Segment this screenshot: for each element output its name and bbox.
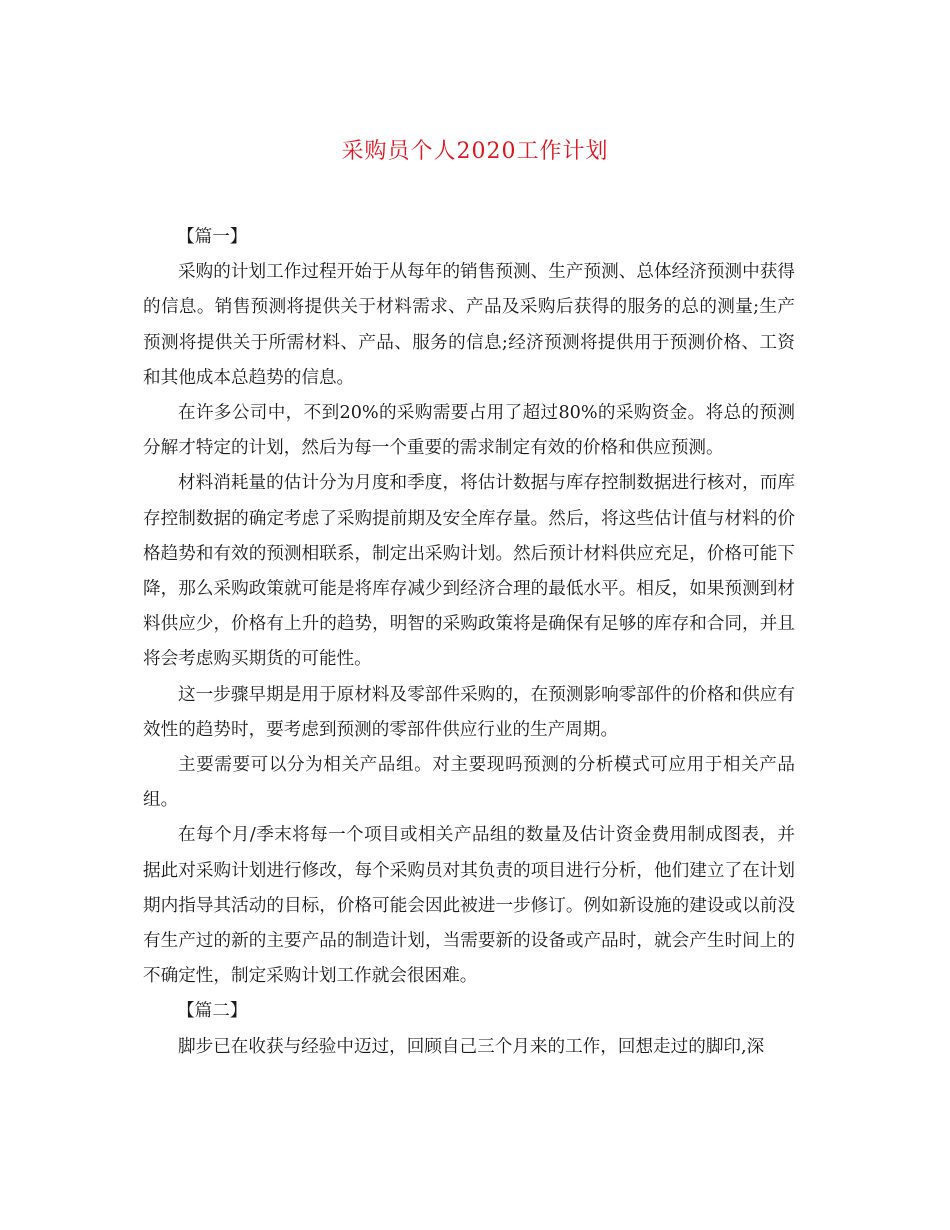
paragraph: 这一步骤早期是用于原材料及零部件采购的，在预测影响零部件的价格和供应有效性的趋势时，要考虑到预测的零部件供应行业的生产周期。	[143, 684, 795, 740]
document-body	[143, 220, 795, 1065]
document-title: 采购员个人2020工作计划	[341, 139, 609, 164]
paragraph: 在每个月/季末将每一个项目或相关产品组的数量及估计资金费用制成图表，并据此对采购计划进行修改，每个采购员对其负责的项目进行分析，他们建立了在计划期内指导其活动的目标，价格可能会因此被进一步修订。例如新设施的建设或以前没有生产过的新的主要产品的制造计划，当需要新的设备或产品时，就会产生时间上的不确定性，制定采购计划工作就会很困难。	[143, 825, 795, 987]
paragraph: 主要需要可以分为相关产品组。对主要现吗预测的分析模式可应用于相关产品组。	[143, 755, 795, 811]
paragraph: 采购的计划工作过程开始于从每年的销售预测、生产预测、总体经济预测中获得的信息。销售预测将提供关于材料需求、产品及采购后获得的服务的总的测量;生产预测将提供关于所需材料、产品、服务的信息;经济预测将提供用于预测价格、工资和其他成本总趋势的信息。	[143, 262, 795, 388]
paragraph: 材料消耗量的估计分为月度和季度，将估计数据与库存控制数据进行核对，而库存控制数据的确定考虑了采购提前期及安全库存量。然后，将这些估计值与材料的价格趋势和有效的预测相联系，制定出采购计划。然后预计材料供应充足，价格可能下降，那么采购政策就可能是将库存减少到经济合理的最低水平。相反，如果预测到材料供应少，价格有上升的趋势，明智的采购政策将是确保有足够的库存和合同，并且将会考虑购买期货的可能性。	[143, 473, 795, 670]
section-heading-one: 【篇一】	[177, 227, 248, 247]
paragraph: 脚步已在收获与经验中迈过，回顾自己三个月来的工作，回想走过的脚印,深	[178, 1036, 765, 1057]
paragraph: 在许多公司中，不到20%的采购需要占用了超过80%的采购资金。将总的预测分解才特定的计划，然后为每一个重要的需求制定有效的价格和供应预测。	[143, 403, 795, 459]
section-heading-two: 【篇二】	[177, 1001, 248, 1022]
